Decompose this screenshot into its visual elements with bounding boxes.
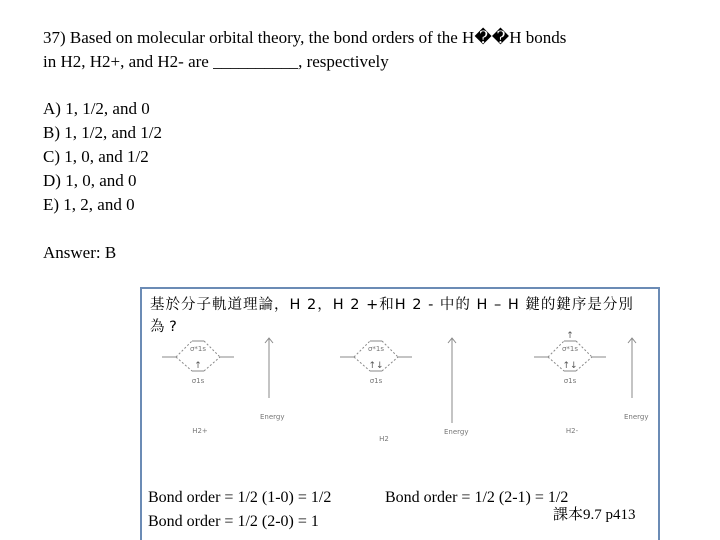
diagram-caption: H2+: [192, 427, 208, 435]
figure-chinese-caption: 基於分子軌道理論，H 2，H 2 +和H 2 - 中的 H – H 鍵的鍵序是分別: [150, 297, 634, 313]
diagram-caption: H2-: [565, 427, 579, 435]
sigma-star-label: σ*1s: [561, 345, 579, 353]
option-a: A) 1, 1/2, and 0: [43, 99, 150, 118]
electron-arrows: ↑↓: [562, 361, 578, 371]
question-line-1: 37) Based on molecular orbital theory, the bond orders of the H��H bonds: [43, 28, 567, 47]
sigma-star-label: σ*1s: [189, 345, 207, 353]
electron-arrow: ↑: [194, 361, 202, 371]
sigma-label: σ1s: [369, 377, 383, 385]
option-d: D) 1, 0, and 0: [43, 171, 137, 190]
sigma-label: σ1s: [191, 377, 205, 385]
mo-diagram-2: [340, 338, 469, 443]
mo-diagrams: [142, 323, 658, 448]
textbook-reference: 課本9.7 p413: [553, 507, 636, 523]
option-b: B) 1, 1/2, and 1/2: [43, 123, 162, 142]
mo-figure-panel: [140, 287, 660, 540]
option-c: C) 1, 0, and 1/2: [43, 147, 149, 166]
energy-axis-label: Energy: [260, 413, 285, 421]
sigma-label: σ1s: [563, 377, 577, 385]
bond-order-h2: Bond order = 1/2 (2-0) = 1: [148, 513, 319, 530]
sigma-star-label: σ*1s: [367, 345, 385, 353]
option-e: E) 1, 2, and 0: [43, 195, 135, 214]
mo-diagram-1: [162, 338, 285, 435]
electron-arrow: ↑: [566, 331, 574, 341]
answer-text: Answer: B: [43, 243, 117, 262]
bond-order-h2-minus: Bond order = 1/2 (2-1) = 1/2: [385, 489, 569, 506]
energy-axis-label: Energy: [624, 413, 649, 421]
diagram-caption: H2: [379, 435, 389, 443]
electron-arrows: ↑↓: [368, 361, 384, 371]
bond-order-h2-plus: Bond order = 1/2 (1-0) = 1/2: [148, 489, 332, 506]
mo-diagram-3: [534, 331, 649, 435]
energy-axis-label: Energy: [444, 428, 469, 436]
question-line-2: in H2, H2+, and H2- are __________, respectively: [43, 52, 389, 71]
figure-chinese-caption-cut: 為 ?: [150, 319, 177, 335]
